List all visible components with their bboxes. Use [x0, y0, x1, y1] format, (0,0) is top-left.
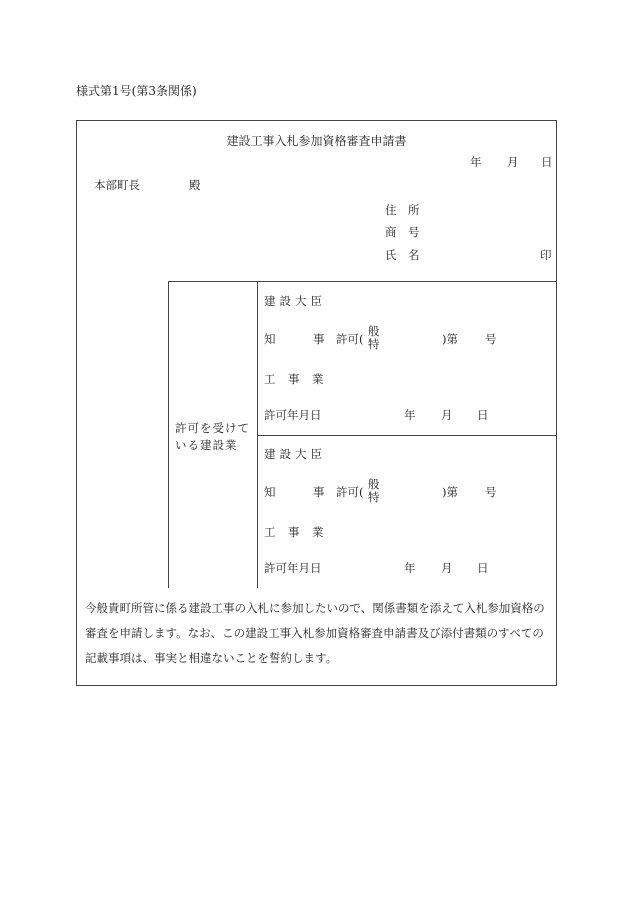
work-type-label-1: 工 [264, 525, 276, 539]
date-year-label: 年 [470, 155, 482, 169]
work-type-label-3: 業 [312, 525, 324, 539]
permit-date-label: 許可年月日 [264, 408, 322, 422]
permit-type-special: 特 [368, 337, 380, 351]
permit-date-year: 年 [404, 408, 416, 422]
work-type-label-2: 事 [288, 525, 300, 539]
addressee-name: 本部町長 [94, 178, 140, 192]
governor-label-2: 事 [313, 332, 325, 346]
permit-suffix: )第 [442, 332, 458, 346]
declaration-line: 審査を申請します。なお、この建設工事入札参加資格審査申請書及び添付書類のすべての [85, 626, 544, 640]
work-type-label-2: 事 [288, 372, 300, 386]
address-label-1: 住 [385, 203, 397, 217]
permit-prefix: 許可( [336, 332, 364, 346]
applicant-name-label-1: 氏 [385, 248, 397, 262]
form-number-label: 様式第1号(第3条関係) [76, 84, 197, 98]
permit-type-general: 般 [368, 324, 380, 338]
permit-row-label-cell [169, 282, 258, 588]
minister-label: 建設大臣 [264, 447, 326, 461]
declaration-line: 今般貴町所管に係る建設工事の入札に参加したいので、関係書類を添えて入札参加資格の [85, 601, 545, 615]
trade-name-label-2: 号 [408, 225, 420, 239]
permit-type-options [368, 325, 380, 351]
minister-label: 建設大臣 [264, 294, 326, 308]
permit-row-label: 許可を受けている建設業 [175, 421, 250, 452]
permit-type-special: 特 [368, 490, 380, 504]
permit-date-day: 日 [477, 561, 489, 575]
date-day-label: 日 [541, 155, 553, 169]
work-type-label-1: 工 [264, 372, 276, 386]
permit-group-1 [258, 282, 556, 436]
permit-type-options [368, 478, 380, 504]
permit-prefix: 許可( [336, 485, 364, 499]
permit-type-general: 般 [368, 477, 380, 491]
trade-name-label-1: 商 [385, 225, 397, 239]
permit-date-month: 月 [441, 561, 453, 575]
form-title: 建設工事入札参加資格審査申請書 [226, 134, 407, 148]
permit-number-suffix: 号 [485, 332, 497, 346]
seal-mark: 印 [540, 248, 552, 262]
permit-date-month: 月 [441, 408, 453, 422]
permit-date-year: 年 [404, 561, 416, 575]
address-label-2: 所 [408, 203, 420, 217]
permit-suffix: )第 [442, 485, 458, 499]
application-form [76, 120, 557, 686]
permit-group-2 [258, 436, 556, 588]
governor-label-1: 知 [264, 332, 276, 346]
governor-label-1: 知 [264, 485, 276, 499]
declaration-text [85, 596, 555, 671]
permit-number-suffix: 号 [485, 485, 497, 499]
permit-date-day: 日 [477, 408, 489, 422]
permit-date-label: 許可年月日 [264, 561, 322, 575]
governor-label-2: 事 [313, 485, 325, 499]
date-month-label: 月 [507, 155, 519, 169]
permit-table [168, 281, 556, 588]
declaration-line: 記載事項は、事実と相違ないことを誓約します。 [85, 651, 338, 665]
applicant-name-label-2: 名 [408, 248, 420, 262]
work-type-label-3: 業 [312, 372, 324, 386]
addressee-honorific: 殿 [189, 178, 201, 192]
